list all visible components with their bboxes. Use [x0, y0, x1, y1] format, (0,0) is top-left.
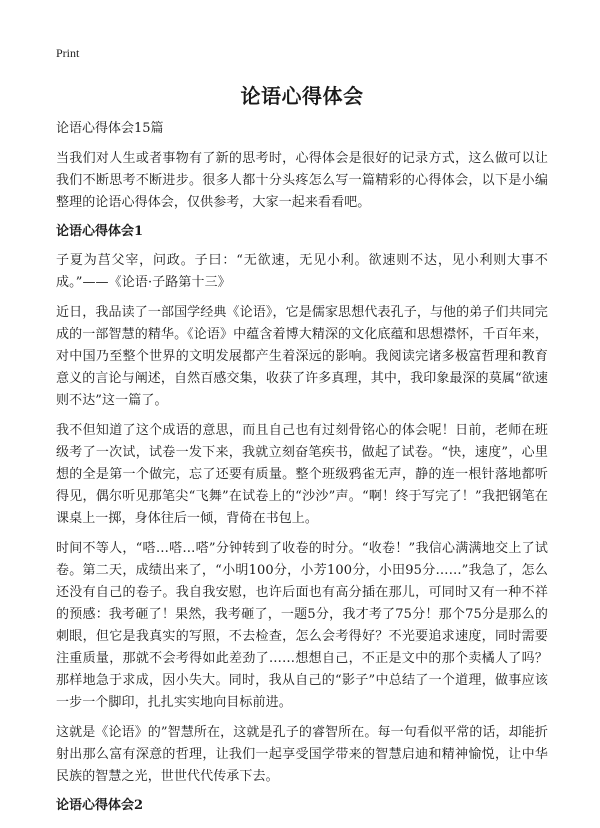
- section-heading: 论语心得体会2: [56, 798, 144, 813]
- body-paragraph: 子夏为莒父宰，问政。子曰：“无欲速，无见小利。欲速则不达，见小利则大事不成。”——《论语·子路第十三》: [56, 253, 548, 290]
- print-label: Print: [56, 46, 80, 60]
- body-paragraph: 这就是《论语》的”智慧所在，这就是孔子的睿智所在。每一句看似平常的话，却能折射出那么富有深意的哲理，让我们一起享受国学带来的智慧启迪和精神愉悦，让中华民族的智慧之光，世世代代传承下去。: [56, 725, 548, 784]
- section-heading: 论语心得体会1: [56, 224, 144, 239]
- body-paragraph: 近日，我品读了一部国学经典《论语》，它是儒家思想代表孔子，与他的弟子们共同完成的一部智慧的精华。《论语》中蕴含着博大精深的文化底蕴和思想襟怀，千百年来，对中国乃至整个世界的文明发展都产生着深远的影响。我阅读完诸多极富哲理和教育意义的言论与阐述，自然百感交集，收获了许多真理，其中，我印象最深的莫属“欲速则不达”这一篇了。: [56, 305, 548, 408]
- document-title: 论语心得体会: [240, 84, 364, 108]
- body-paragraph: 时间不等人，“嗒…嗒…嗒”分钟转到了收卷的时分。“收卷！”我信心满满地交上了试卷。第二天，成绩出来了，“小明100分，小芳100分，小田95分……”我急了，怎么还没有自己的卷子。我自我安慰，也许后面也有高分插在那儿，可同时又有一种不祥的预感：我考砸了！果然，我考砸了，一题5分，我才考了75分！那个75分是那么的刺眼，但它是我真实的写照，不去检查，怎么会考得好？不光要追求速度，同时需要注重质量，那就不会考得如此差劲了……想想自己，不正是文中的那个卖橘人了吗？那样地急于求成，因小失大。同时，我从自己的“影子”中总结了一个道理，做事应该一步一个脚印，扎扎实实地向目标前进。: [56, 541, 548, 710]
- document-body: [56, 148, 548, 824]
- body-paragraph: 我不但知道了这个成语的意思，而且自己也有过刻骨铭心的体会呢！日前，老师在班级考了一次试，试卷一发下来，我就立刻奋笔疾书，做起了试卷。“快，速度”，心里想的全是第一个做完，忘了还要有质量。整个班级鸦雀无声，静的连一根针落地都听得见，偶尔听见那笔尖“飞舞”在试卷上的“沙沙”声。“啊！终于写完了！”我把钢笔在课桌上一掷，身体往后一倾，背倚在书包上。: [56, 423, 548, 526]
- document-subtitle: 论语心得体会15篇: [56, 121, 164, 136]
- intro-paragraph: 当我们对人生或者事物有了新的思考时，心得体会是很好的记录方式，这么做可以让我们不断思考不断进步。很多人都十分头疼怎么写一篇精彩的心得体会，以下是小编整理的论语心得体会，仅供参考，大家一起来看看吧。: [56, 151, 548, 210]
